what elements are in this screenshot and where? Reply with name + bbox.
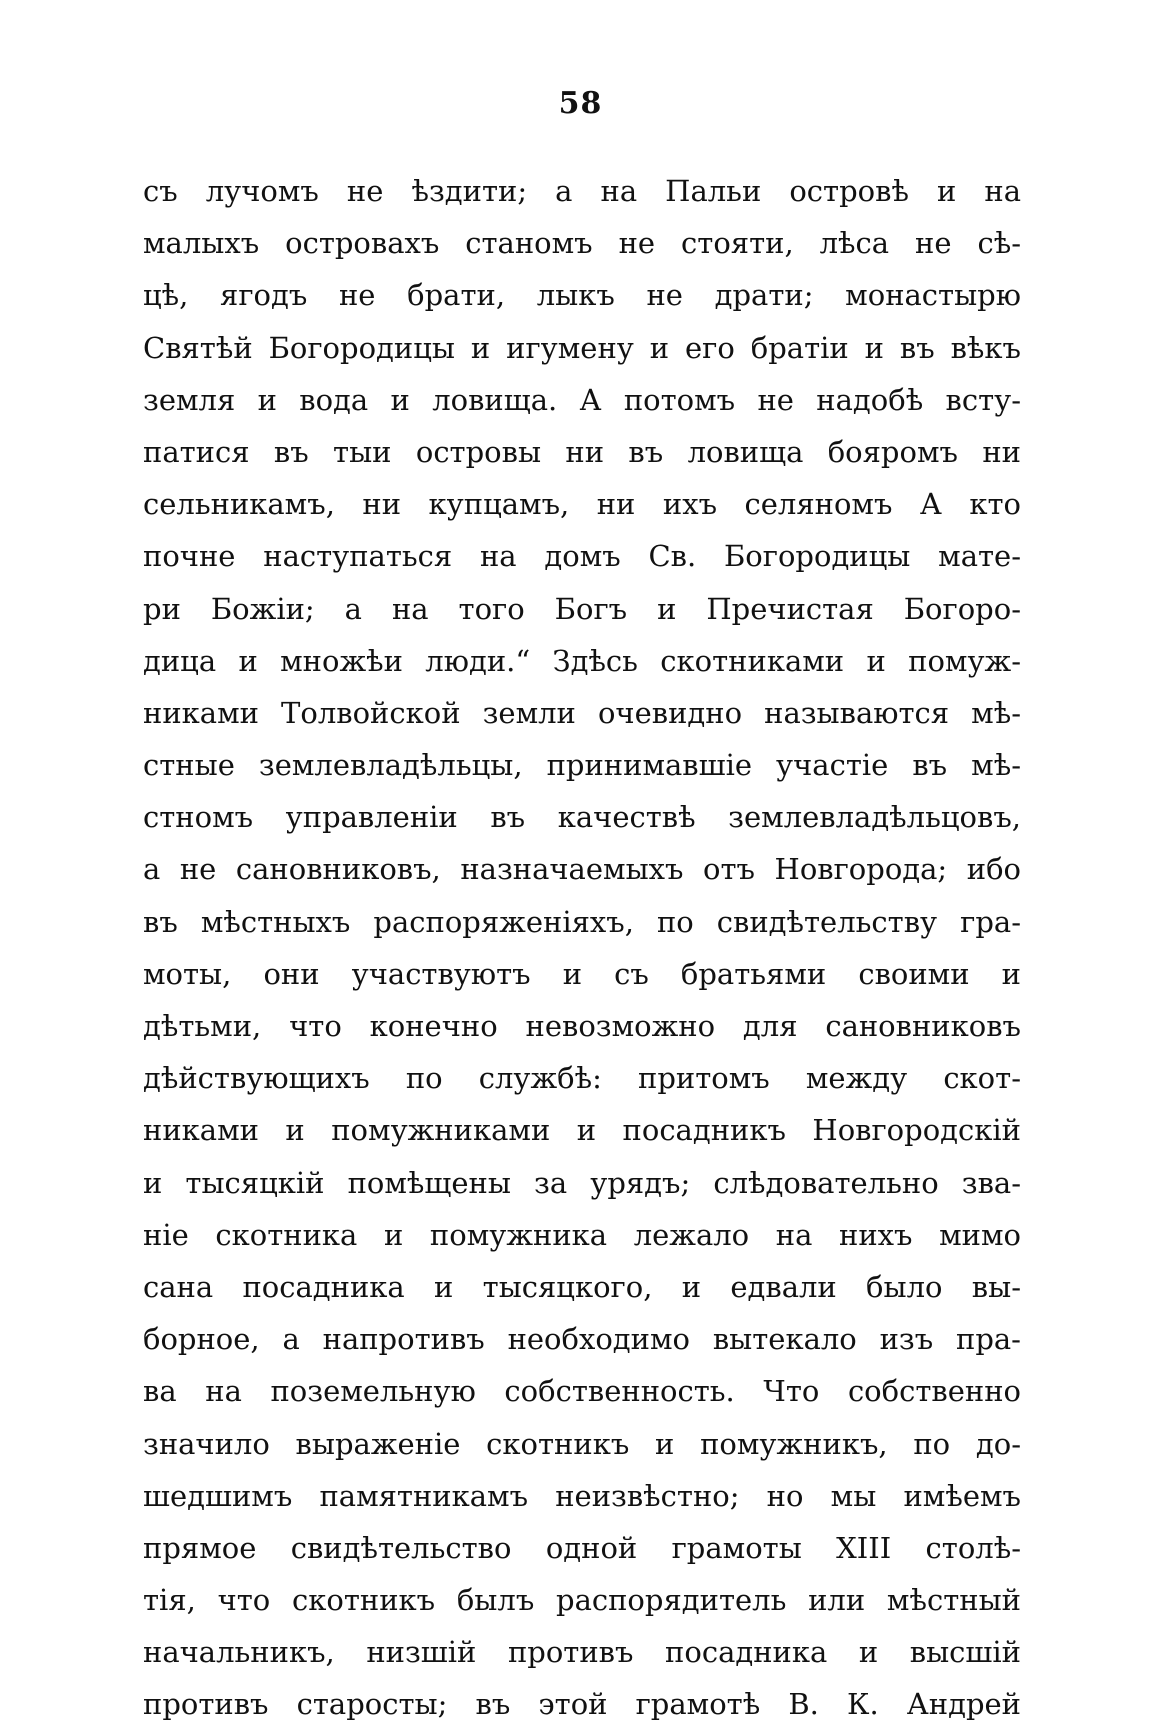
text-line: земля и вода и ловища. А потомъ не надобѣ всту- [143, 382, 1021, 417]
text-line: никами и помужниками и посадникъ Новгородскій [143, 1113, 1021, 1148]
text-line: дѣйствующихъ по службѣ: притомъ между скот- [143, 1061, 1021, 1096]
text-line: и тысяцкій помѣщены за урядъ; слѣдовательно зва- [143, 1165, 1021, 1200]
text-line: значило выраженіе скотникъ и помужникъ, по до- [143, 1426, 1021, 1461]
text-line: а не сановниковъ, назначаемыхъ отъ Новгорода; ибо [143, 852, 1021, 887]
text-line: сана посадника и тысяцкого, и едвали было вы- [143, 1269, 1021, 1304]
text-line: почне наступаться на домъ Св. Богородицы мате- [143, 539, 1021, 574]
text-line: стные землевладѣльцы, принимавшіе участіе въ мѣ- [143, 748, 1021, 783]
body-text [143, 165, 1021, 1731]
text-line: начальникъ, низшій противъ посадника и высшій [143, 1635, 1021, 1670]
text-line: сельникамъ, ни купцамъ, ни ихъ селяномъ А кто [143, 487, 1021, 522]
text-line: ва на поземельную собственность. Что собственно [143, 1374, 1021, 1409]
text-line: борное, а напротивъ необходимо вытекало изъ пра- [143, 1322, 1021, 1357]
text-line: никами Толвойской земли очевидно называются мѣ- [143, 695, 1021, 730]
text-line: патися въ тыи островы ни въ ловища бояромъ ни [143, 434, 1021, 469]
text-line: моты, они участвуютъ и съ братьями своими и [143, 956, 1021, 991]
text-line: противъ старосты; въ этой грамотѣ В. К. Андрей [143, 1687, 1021, 1722]
page-number: 58 [558, 86, 603, 121]
text-line: цѣ, ягодъ не брати, лыкъ не драти; монастырю [143, 278, 1021, 313]
text-line: стномъ управленіи въ качествѣ землевладѣльцовъ, [143, 800, 1021, 835]
text-line: ри Божіи; а на того Богъ и Пречистая Богоро- [143, 591, 1021, 626]
text-line: тія, что скотникъ былъ распорядитель или мѣстный [143, 1583, 1021, 1618]
text-line: прямое свидѣтельство одной грамоты XIII столѣ- [143, 1530, 1021, 1565]
text-line: въ мѣстныхъ распоряженіяхъ, по свидѣтельству гра- [143, 904, 1021, 939]
text-line: Святѣй Богородицы и игумену и его братіи и въ вѣкъ [143, 330, 1021, 365]
text-line: съ лучомъ не ѣздити; а на Пальи островѣ и на [143, 174, 1021, 208]
text-line: малыхъ островахъ станомъ не стояти, лѣса не сѣ- [143, 226, 1021, 261]
text-line: ніе скотника и помужника лежало на нихъ мимо [143, 1217, 1021, 1252]
text-line: дѣтьми, что конечно невозможно для сановниковъ [143, 1009, 1021, 1043]
text-line: шедшимъ памятникамъ неизвѣстно; но мы имѣемъ [143, 1478, 1021, 1513]
text-line: дица и множѣи люди.“ Здѣсь скотниками и помуж- [143, 643, 1021, 678]
